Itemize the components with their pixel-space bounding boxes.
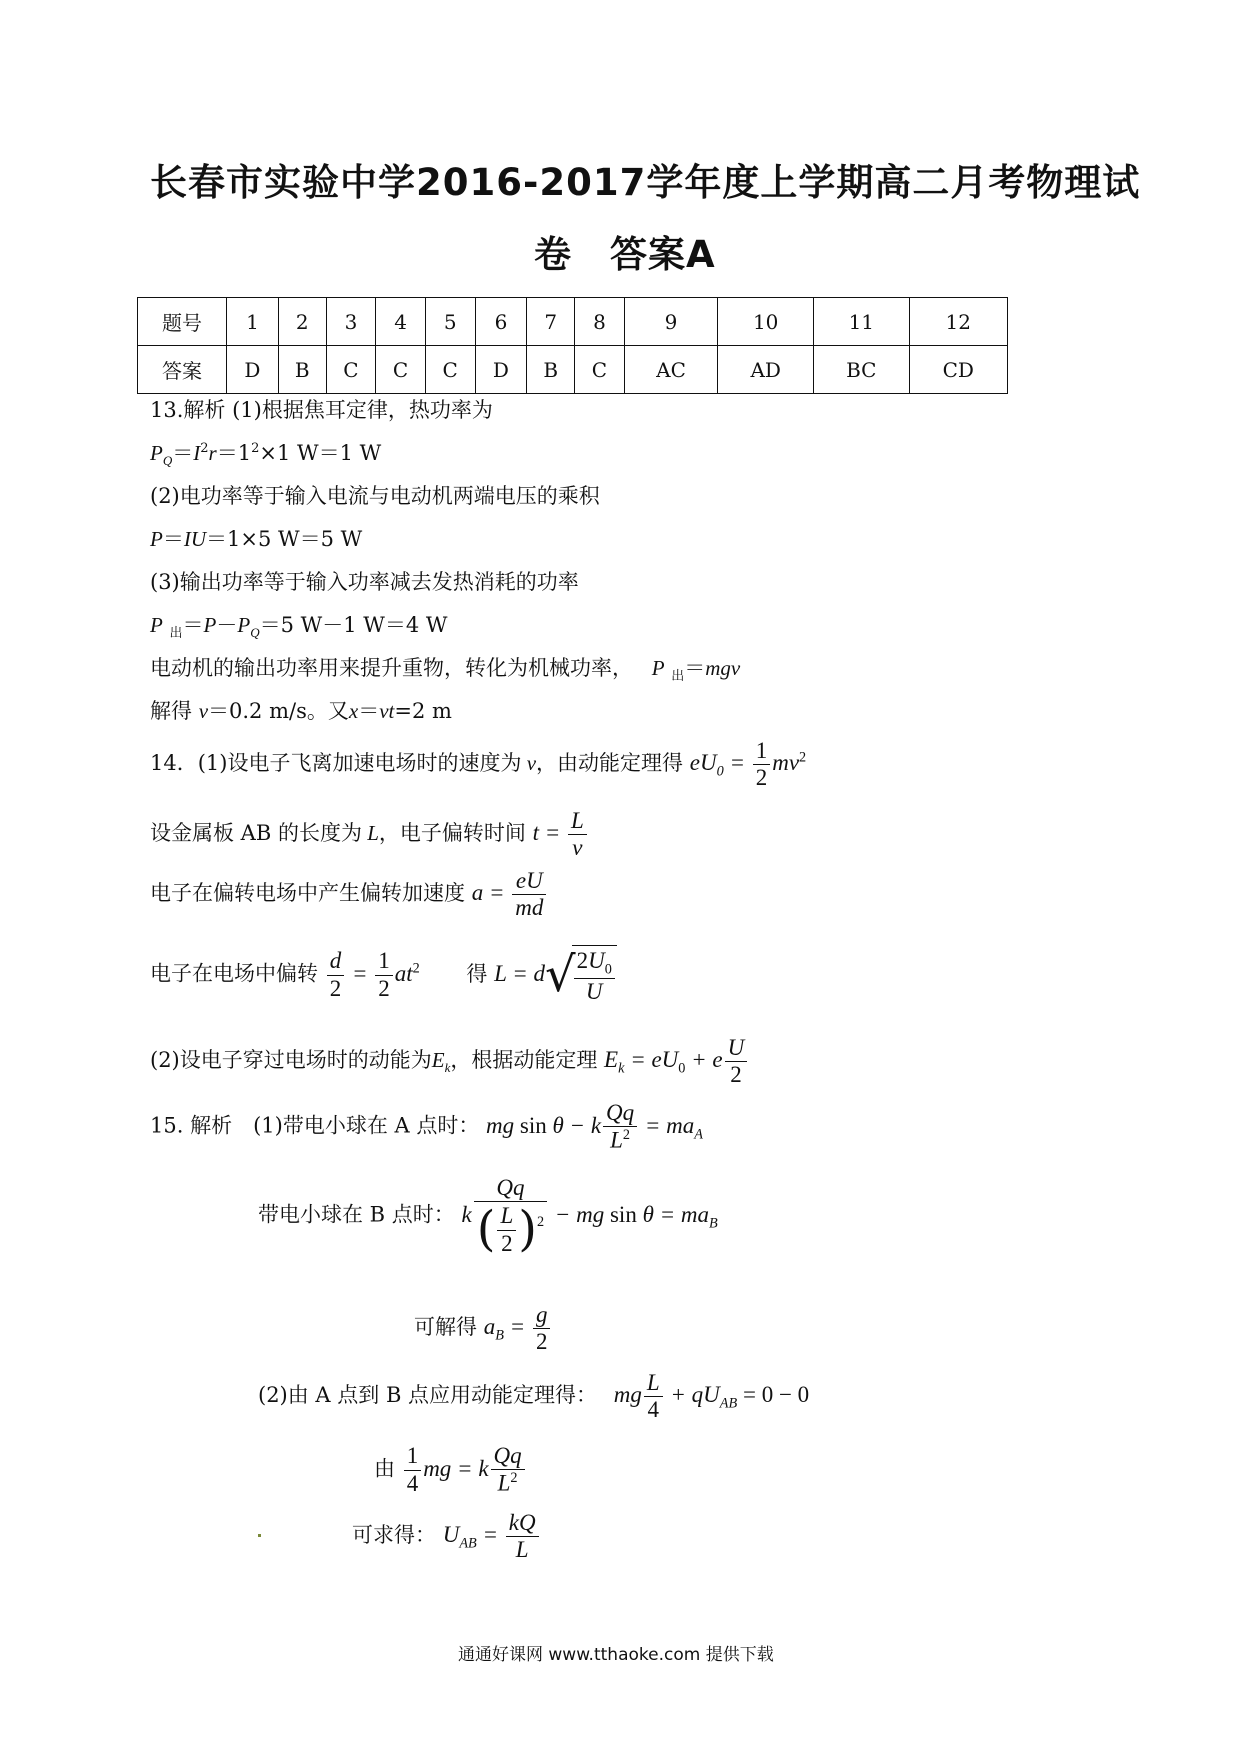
q14-line3: 电子在偏转电场中产生偏转加速度 a = $\frac{eU}{md}$ — [150, 868, 548, 922]
q13-formula-heat-power: $P_Q=I^2r=1^2\times 1$ W＝1 W — [150, 441, 382, 469]
q15-line6-text: 可求得： — [352, 1523, 436, 1548]
q13-line3: (2)电功率等于输入电流与电动机两端电压的乘积 — [150, 484, 600, 508]
question-number: 10 — [718, 298, 814, 346]
q14-line5-text: (2)设电子穿过电场时的动能为 — [150, 1048, 432, 1073]
table-row — [138, 346, 1008, 394]
q14-line2-text-b: ，电子偏转时间 — [378, 821, 526, 846]
answer-cell: B — [527, 346, 575, 394]
q14-line1: 14．(1)设电子飞离加速电场时的速度为 v，由动能定理得 $eU_0$ = $\frac{1}{2}$ $mv^2$ — [150, 738, 807, 791]
answer-cell: C — [376, 346, 426, 394]
question-number: 8 — [575, 298, 625, 346]
q14-line1-text-b: ，由动能定理得 — [536, 751, 684, 776]
q14-line3-text: 电子在偏转电场中产生偏转加速度 — [150, 881, 465, 906]
q15-line2: 带电小球在 B 点时： k Qq ( $\frac{L}{2}$ )$^2$ − mg $\sin \theta = ma_B$ — [258, 1175, 718, 1258]
q13-line1: 13.解析 (1)根据焦耳定律，热功率为 — [150, 398, 493, 422]
q14-line4-text-b: 得 — [466, 961, 488, 986]
question-number: 9 — [624, 298, 718, 346]
answer-cell: C — [575, 346, 625, 394]
answer-cell: AD — [718, 346, 814, 394]
q13-line7: 电动机的输出功率用来提升重物，转化为机械功率， P $_出$＝mgv — [150, 656, 741, 685]
page-title-line1: 长春市实验中学2016-2017学年度上学期高二月考物理试 — [150, 161, 1141, 204]
q15-line2-text: 带电小球在 B 点时： — [258, 1202, 455, 1227]
answer-cell: CD — [909, 346, 1007, 394]
q15-line5-text: 由 — [374, 1456, 395, 1481]
answer-cell: D — [227, 346, 279, 394]
stray-dot — [258, 1534, 261, 1537]
answer-cell: AC — [624, 346, 718, 394]
q15-line4: (2)由 A 点到 B 点应用动能定理得： mg $\frac{L}{4}$ + $qU_{AB} = 0 - 0$ — [258, 1370, 810, 1423]
page-title-line2: 卷 答案A — [534, 233, 716, 276]
q13-formula-output-power: P $_出=P-P_Q=5$ W－1 W＝4 W — [150, 613, 448, 642]
answer-cell: BC — [814, 346, 909, 394]
q14-line2: 设金属板 AB 的长度为 L，电子偏转时间 t = $\frac{L}{v}$ — [150, 808, 589, 862]
question-number: 4 — [376, 298, 426, 346]
table-header-label: 题号 — [138, 298, 227, 346]
question-number: 5 — [425, 298, 475, 346]
q13-line8: 解得 v＝0.2 m/s。又x＝vt=2 m — [150, 699, 452, 723]
q13-line8-text-b: 。又 — [306, 699, 349, 723]
question-number: 2 — [278, 298, 326, 346]
q14-line2-text: 设金属板 AB 的长度为 — [150, 821, 362, 846]
q14-line5: (2)设电子穿过电场时的动能为$E_k$，根据动能定理 $E_k = eU_0 + e$ $\frac{U}{2}$ — [150, 1035, 749, 1089]
q15-line1-text: 15. 解析 (1)带电小球在 A 点时： — [150, 1113, 480, 1138]
answer-table — [137, 297, 1008, 394]
q15-line3: 可解得 $a_B$ = $\frac{g}{2}$ — [414, 1302, 552, 1356]
question-number: 11 — [814, 298, 909, 346]
q15-line1: 15. 解析 (1)带电小球在 A 点时： mg sin θ − k $\frac{Qq}{L^2}$ = $ma_A$ — [150, 1100, 704, 1154]
q14-line4-text: 电子在电场中偏转 — [150, 961, 318, 986]
q13-line7-text: 电动机的输出功率用来提升重物，转化为机械功率， — [150, 656, 633, 680]
q14-line5-text-b: ，根据动能定理 — [450, 1048, 598, 1073]
question-number: 1 — [227, 298, 279, 346]
table-answer-label: 答案 — [138, 346, 227, 394]
q15-line6: 可求得： $U_{AB}$ = $\frac{kQ}{L}$ — [352, 1510, 541, 1564]
q14-line4: 电子在电场中偏转 $\frac{d}{2}$ = $\frac{1}{2}$ $at^2$ 得 L = d√ $\frac{2U_0}{U}$ — [150, 945, 617, 1005]
answer-cell: D — [475, 346, 527, 394]
question-number: 7 — [527, 298, 575, 346]
question-number: 3 — [326, 298, 376, 346]
page-footer: 通通好课网 www.tthaoke.com 提供下载 — [458, 1645, 774, 1665]
answer-cell: C — [425, 346, 475, 394]
q15-line4-text: (2)由 A 点到 B 点应用动能定理得： — [258, 1383, 598, 1408]
q15-line5: 由 $\frac{1}{4}$ mg = k $\frac{Qq}{L^2}$ — [374, 1443, 527, 1498]
q15-line3-text: 可解得 — [414, 1315, 477, 1340]
question-number: 12 — [909, 298, 1007, 346]
answer-cell: B — [278, 346, 326, 394]
answer-cell: C — [326, 346, 376, 394]
q14-line1-text: 14．(1)设电子飞离加速电场时的速度为 — [150, 751, 522, 776]
q13-line8-text-a: 解得 — [150, 699, 192, 723]
question-number: 6 — [475, 298, 527, 346]
q13-formula-input-power: P＝IU＝1×5 W＝5 W — [150, 527, 363, 551]
q13-line5: (3)输出功率等于输入功率减去发热消耗的功率 — [150, 570, 579, 594]
table-row — [138, 298, 1008, 346]
